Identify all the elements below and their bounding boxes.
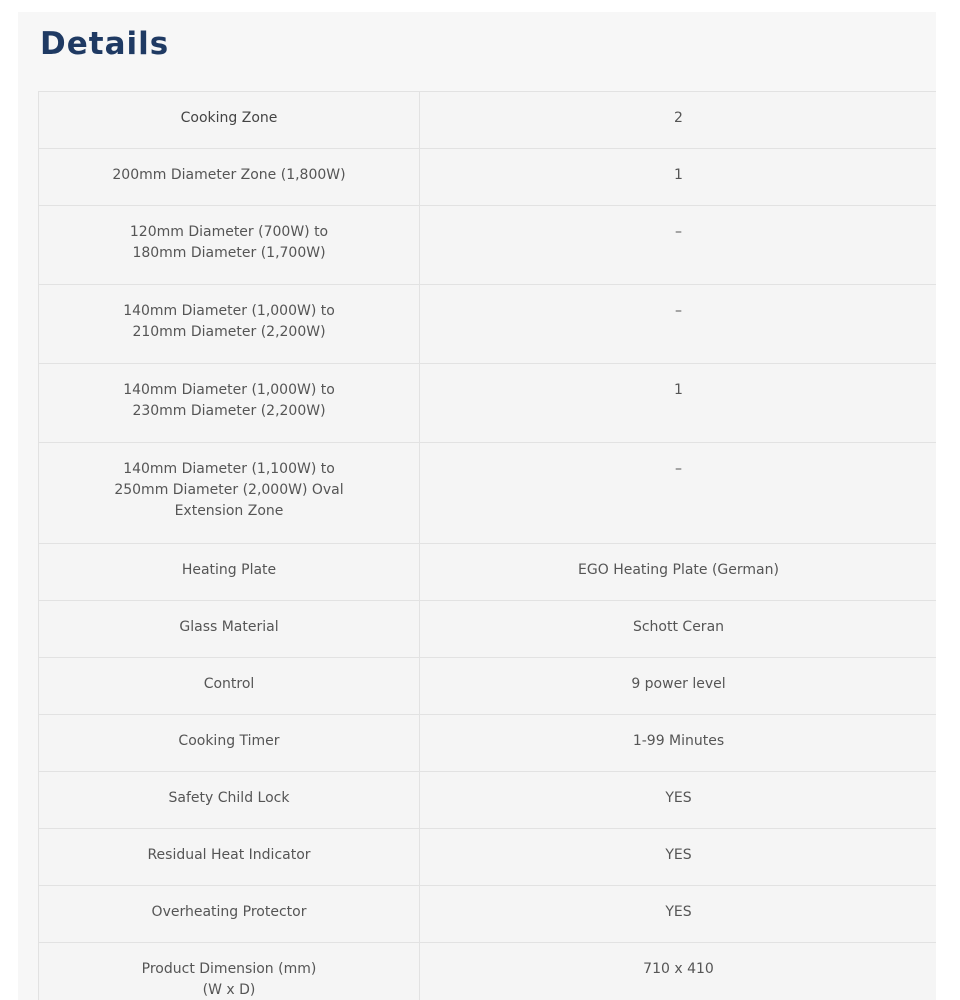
table-row — [39, 658, 937, 715]
spec-value: YES — [420, 772, 937, 829]
specs-table — [38, 91, 936, 1000]
table-row — [39, 285, 937, 364]
spec-value: – — [420, 206, 937, 285]
section-title: Details — [40, 26, 170, 62]
spec-label: Safety Child Lock — [39, 772, 420, 829]
spec-label: 140mm Diameter (1,100W) to 250mm Diameter (2,000W) Oval Extension Zone — [39, 443, 420, 544]
table-row — [39, 943, 937, 1000]
spec-label: Residual Heat Indicator — [39, 829, 420, 886]
spec-value: Schott Ceran — [420, 601, 937, 658]
spec-value: – — [420, 285, 937, 364]
table-row — [39, 829, 937, 886]
table-row — [39, 601, 937, 658]
spec-value: EGO Heating Plate (German) — [420, 544, 937, 601]
table-row — [39, 364, 937, 443]
spec-label: Heating Plate — [39, 544, 420, 601]
spec-label: Glass Material — [39, 601, 420, 658]
spec-label: Cooking Zone — [39, 92, 420, 149]
spec-value: 710 x 410 — [420, 943, 937, 1000]
table-row — [39, 544, 937, 601]
table-row — [39, 149, 937, 206]
spec-value: 9 power level — [420, 658, 937, 715]
spec-value: 1 — [420, 149, 937, 206]
spec-value: 2 — [420, 92, 937, 149]
table-row — [39, 886, 937, 943]
details-panel — [18, 12, 936, 1000]
spec-label: 200mm Diameter Zone (1,800W) — [39, 149, 420, 206]
spec-label: 140mm Diameter (1,000W) to 230mm Diameter (2,200W) — [39, 364, 420, 443]
table-row — [39, 92, 937, 149]
spec-value: 1-99 Minutes — [420, 715, 937, 772]
table-row — [39, 715, 937, 772]
spec-label: 120mm Diameter (700W) to 180mm Diameter (1,700W) — [39, 206, 420, 285]
table-row — [39, 443, 937, 544]
spec-value: YES — [420, 829, 937, 886]
spec-value: YES — [420, 886, 937, 943]
spec-label: Product Dimension (mm) (W x D) — [39, 943, 420, 1000]
spec-label: 140mm Diameter (1,000W) to 210mm Diameter (2,200W) — [39, 285, 420, 364]
spec-value: – — [420, 443, 937, 544]
spec-value: 1 — [420, 364, 937, 443]
spec-label: Cooking Timer — [39, 715, 420, 772]
table-row — [39, 206, 937, 285]
spec-label: Control — [39, 658, 420, 715]
spec-label: Overheating Protector — [39, 886, 420, 943]
table-row — [39, 772, 937, 829]
specs-table-body — [39, 92, 937, 1000]
